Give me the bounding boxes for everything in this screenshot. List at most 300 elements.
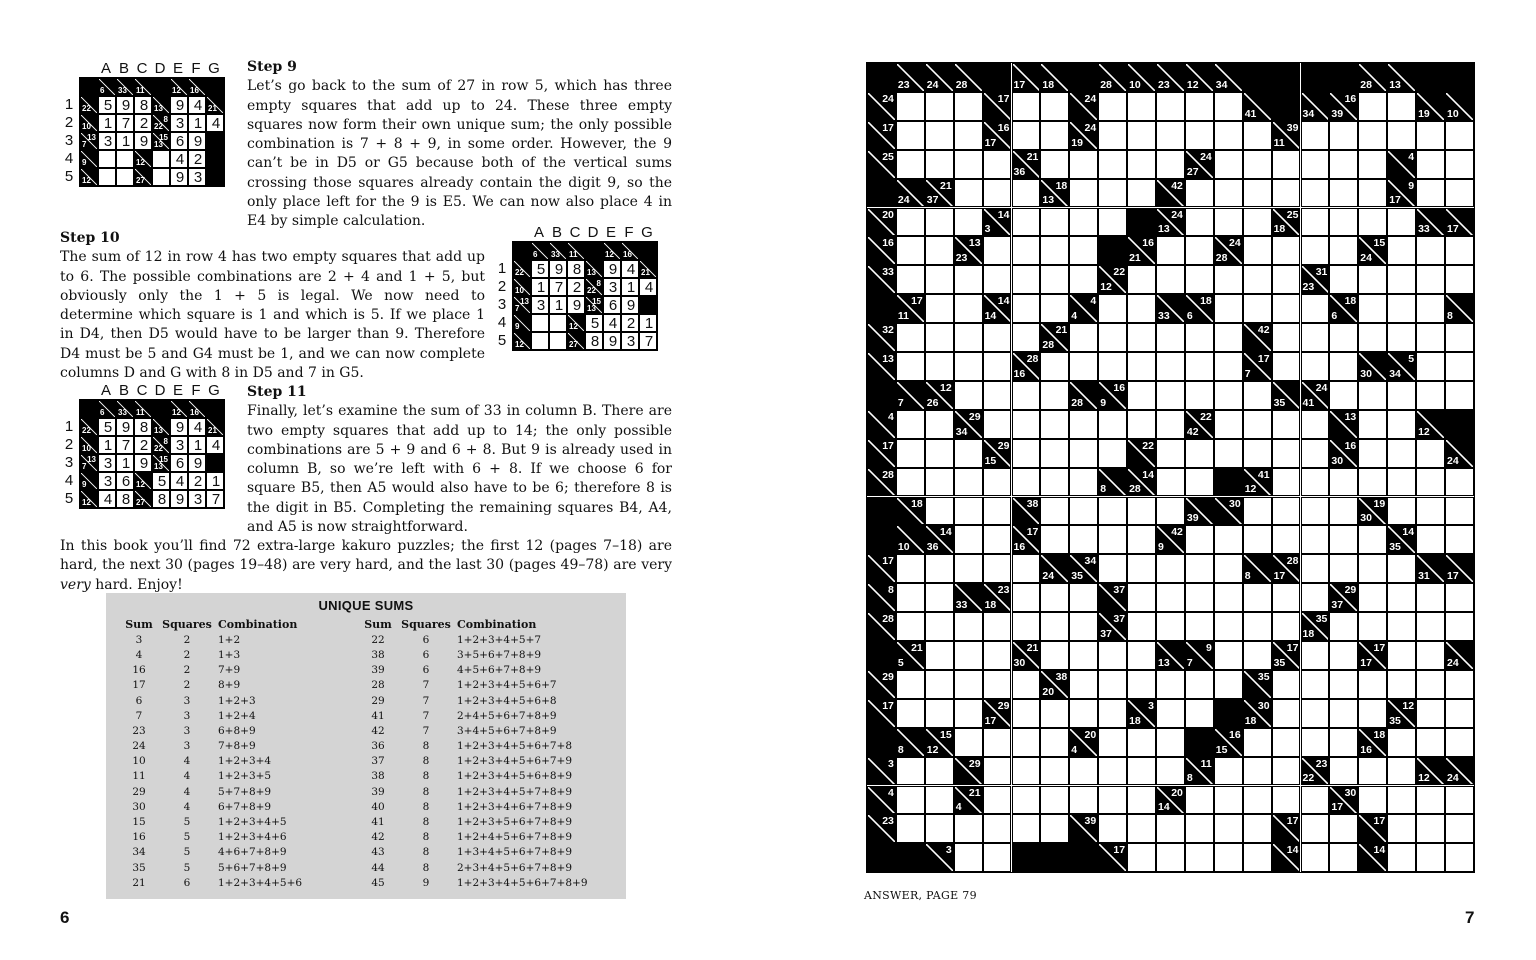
empty-cell[interactable] — [1127, 294, 1156, 323]
empty-cell[interactable] — [1214, 265, 1243, 294]
empty-cell[interactable] — [1243, 294, 1272, 323]
empty-cell[interactable] — [1040, 150, 1069, 179]
empty-cell[interactable] — [1012, 786, 1041, 815]
empty-cell[interactable] — [1156, 554, 1185, 583]
empty-cell[interactable] — [1272, 323, 1301, 352]
empty-cell[interactable] — [1243, 843, 1272, 872]
empty-cell[interactable] — [1272, 265, 1301, 294]
empty-cell[interactable] — [1387, 381, 1416, 410]
empty-cell[interactable] — [1329, 265, 1358, 294]
empty-cell[interactable] — [1098, 439, 1127, 468]
empty-cell[interactable] — [1214, 294, 1243, 323]
empty-cell[interactable] — [1012, 439, 1041, 468]
empty-cell[interactable] — [1416, 294, 1445, 323]
empty-cell[interactable] — [1272, 352, 1301, 381]
empty-cell[interactable] — [1012, 323, 1041, 352]
empty-cell[interactable] — [925, 814, 954, 843]
empty-cell[interactable] — [1416, 670, 1445, 699]
empty-cell[interactable] — [1445, 121, 1474, 150]
empty-cell[interactable] — [1127, 265, 1156, 294]
empty-cell[interactable] — [1358, 410, 1387, 439]
empty-cell[interactable] — [983, 381, 1012, 410]
empty-cell[interactable] — [1358, 670, 1387, 699]
empty-cell[interactable] — [1214, 121, 1243, 150]
empty-cell[interactable] — [1387, 843, 1416, 872]
empty-cell[interactable] — [896, 468, 925, 497]
empty-cell[interactable] — [983, 786, 1012, 815]
empty-cell[interactable] — [954, 670, 983, 699]
empty-cell[interactable] — [1329, 323, 1358, 352]
empty-cell[interactable] — [1127, 150, 1156, 179]
empty-cell[interactable] — [1445, 150, 1474, 179]
empty-cell[interactable] — [1156, 670, 1185, 699]
empty-cell[interactable] — [1329, 670, 1358, 699]
empty-cell[interactable] — [1185, 92, 1214, 121]
empty-cell[interactable] — [1156, 150, 1185, 179]
empty-cell[interactable] — [954, 439, 983, 468]
empty-cell[interactable] — [1301, 699, 1330, 728]
empty-cell[interactable] — [1214, 641, 1243, 670]
empty-cell[interactable] — [1127, 410, 1156, 439]
empty-cell[interactable] — [1329, 612, 1358, 641]
empty-cell[interactable] — [896, 699, 925, 728]
empty-cell[interactable] — [983, 843, 1012, 872]
empty-cell[interactable] — [1127, 641, 1156, 670]
empty-cell[interactable] — [1040, 728, 1069, 757]
empty-cell[interactable] — [1416, 843, 1445, 872]
empty-cell[interactable] — [983, 468, 1012, 497]
empty-cell[interactable] — [1301, 439, 1330, 468]
empty-cell[interactable] — [1272, 525, 1301, 554]
empty-cell[interactable] — [1185, 612, 1214, 641]
empty-cell[interactable] — [896, 410, 925, 439]
empty-cell[interactable] — [1040, 410, 1069, 439]
empty-cell[interactable] — [1445, 786, 1474, 815]
empty-cell[interactable] — [1098, 525, 1127, 554]
empty-cell[interactable] — [1358, 208, 1387, 237]
empty-cell[interactable] — [1272, 670, 1301, 699]
empty-cell[interactable] — [1387, 323, 1416, 352]
empty-cell[interactable] — [1040, 121, 1069, 150]
empty-cell[interactable] — [1214, 525, 1243, 554]
empty-cell[interactable] — [896, 814, 925, 843]
empty-cell[interactable] — [1358, 757, 1387, 786]
empty-cell[interactable] — [1243, 236, 1272, 265]
empty-cell[interactable] — [1156, 757, 1185, 786]
empty-cell[interactable] — [1098, 294, 1127, 323]
empty-cell[interactable] — [1243, 757, 1272, 786]
empty-cell[interactable] — [954, 294, 983, 323]
empty-cell[interactable] — [1012, 381, 1041, 410]
empty-cell[interactable] — [1301, 323, 1330, 352]
empty-cell[interactable] — [1185, 583, 1214, 612]
empty-cell[interactable] — [896, 265, 925, 294]
empty-cell[interactable] — [1214, 208, 1243, 237]
empty-cell[interactable] — [1387, 121, 1416, 150]
empty-cell[interactable] — [925, 468, 954, 497]
empty-cell[interactable] — [983, 410, 1012, 439]
empty-cell[interactable] — [925, 641, 954, 670]
empty-cell[interactable] — [1416, 265, 1445, 294]
empty-cell[interactable] — [1329, 641, 1358, 670]
empty-cell[interactable] — [1185, 236, 1214, 265]
empty-cell[interactable] — [1185, 352, 1214, 381]
empty-cell[interactable] — [1156, 699, 1185, 728]
empty-cell[interactable] — [925, 294, 954, 323]
empty-cell[interactable] — [1301, 179, 1330, 208]
empty-cell[interactable] — [1272, 179, 1301, 208]
empty-cell[interactable] — [1416, 786, 1445, 815]
empty-cell[interactable] — [1301, 641, 1330, 670]
empty-cell[interactable] — [954, 121, 983, 150]
empty-cell[interactable] — [1358, 150, 1387, 179]
empty-cell[interactable] — [954, 208, 983, 237]
empty-cell[interactable] — [1012, 814, 1041, 843]
empty-cell[interactable] — [983, 757, 1012, 786]
empty-cell[interactable] — [1098, 757, 1127, 786]
empty-cell[interactable] — [1012, 294, 1041, 323]
empty-cell[interactable] — [1329, 728, 1358, 757]
empty-cell[interactable] — [1069, 208, 1098, 237]
empty-cell[interactable] — [1185, 179, 1214, 208]
empty-cell[interactable] — [1185, 381, 1214, 410]
empty-cell[interactable] — [1098, 410, 1127, 439]
empty-cell[interactable] — [1040, 92, 1069, 121]
empty-cell[interactable] — [954, 468, 983, 497]
empty-cell[interactable] — [925, 410, 954, 439]
empty-cell[interactable] — [896, 786, 925, 815]
empty-cell[interactable] — [1127, 121, 1156, 150]
empty-cell[interactable] — [1127, 612, 1156, 641]
empty-cell[interactable] — [1445, 699, 1474, 728]
empty-cell[interactable] — [1098, 641, 1127, 670]
empty-cell[interactable] — [1214, 150, 1243, 179]
empty-cell[interactable] — [1185, 468, 1214, 497]
empty-cell[interactable] — [954, 150, 983, 179]
empty-cell[interactable] — [983, 814, 1012, 843]
empty-cell[interactable] — [983, 612, 1012, 641]
empty-cell[interactable] — [1445, 814, 1474, 843]
empty-cell[interactable] — [1156, 236, 1185, 265]
empty-cell[interactable] — [1387, 236, 1416, 265]
empty-cell[interactable] — [1012, 554, 1041, 583]
empty-cell[interactable] — [1127, 92, 1156, 121]
empty-cell[interactable] — [1329, 843, 1358, 872]
empty-cell[interactable] — [1445, 381, 1474, 410]
empty-cell[interactable] — [1069, 179, 1098, 208]
empty-cell[interactable] — [1301, 583, 1330, 612]
empty-cell[interactable] — [954, 497, 983, 526]
empty-cell[interactable] — [1214, 554, 1243, 583]
empty-cell[interactable] — [925, 612, 954, 641]
empty-cell[interactable] — [896, 92, 925, 121]
empty-cell[interactable] — [1387, 265, 1416, 294]
empty-cell[interactable] — [954, 612, 983, 641]
empty-cell[interactable] — [1012, 468, 1041, 497]
empty-cell[interactable] — [954, 554, 983, 583]
empty-cell[interactable] — [925, 554, 954, 583]
empty-cell[interactable] — [896, 554, 925, 583]
empty-cell[interactable] — [1445, 583, 1474, 612]
empty-cell[interactable] — [1040, 352, 1069, 381]
empty-cell[interactable] — [1329, 699, 1358, 728]
empty-cell[interactable] — [1156, 92, 1185, 121]
empty-cell[interactable] — [1387, 294, 1416, 323]
empty-cell[interactable] — [1127, 381, 1156, 410]
empty-cell[interactable] — [1387, 583, 1416, 612]
empty-cell[interactable] — [1358, 786, 1387, 815]
empty-cell[interactable] — [1185, 439, 1214, 468]
empty-cell[interactable] — [1040, 525, 1069, 554]
empty-cell[interactable] — [1012, 92, 1041, 121]
empty-cell[interactable] — [1069, 150, 1098, 179]
empty-cell[interactable] — [954, 92, 983, 121]
empty-cell[interactable] — [1214, 612, 1243, 641]
empty-cell[interactable] — [1416, 439, 1445, 468]
empty-cell[interactable] — [1243, 583, 1272, 612]
empty-cell[interactable] — [1329, 208, 1358, 237]
empty-cell[interactable] — [925, 670, 954, 699]
empty-cell[interactable] — [1069, 497, 1098, 526]
empty-cell[interactable] — [1301, 786, 1330, 815]
empty-cell[interactable] — [1329, 497, 1358, 526]
empty-cell[interactable] — [1416, 525, 1445, 554]
empty-cell[interactable] — [1069, 439, 1098, 468]
empty-cell[interactable] — [1069, 786, 1098, 815]
empty-cell[interactable] — [954, 641, 983, 670]
empty-cell[interactable] — [925, 265, 954, 294]
empty-cell[interactable] — [1185, 265, 1214, 294]
empty-cell[interactable] — [925, 323, 954, 352]
empty-cell[interactable] — [1127, 814, 1156, 843]
empty-cell[interactable] — [1416, 352, 1445, 381]
empty-cell[interactable] — [1272, 294, 1301, 323]
empty-cell[interactable] — [1098, 150, 1127, 179]
empty-cell[interactable] — [1329, 381, 1358, 410]
empty-cell[interactable] — [925, 352, 954, 381]
empty-cell[interactable] — [1243, 179, 1272, 208]
empty-cell[interactable] — [1156, 323, 1185, 352]
empty-cell[interactable] — [925, 786, 954, 815]
empty-cell[interactable] — [1243, 410, 1272, 439]
empty-cell[interactable] — [1127, 179, 1156, 208]
empty-cell[interactable] — [1098, 352, 1127, 381]
empty-cell[interactable] — [1069, 323, 1098, 352]
empty-cell[interactable] — [1098, 121, 1127, 150]
empty-cell[interactable] — [1272, 497, 1301, 526]
empty-cell[interactable] — [1301, 208, 1330, 237]
empty-cell[interactable] — [1127, 757, 1156, 786]
empty-cell[interactable] — [1185, 699, 1214, 728]
empty-cell[interactable] — [1185, 843, 1214, 872]
empty-cell[interactable] — [1214, 583, 1243, 612]
empty-cell[interactable] — [1040, 468, 1069, 497]
empty-cell[interactable] — [1243, 150, 1272, 179]
empty-cell[interactable] — [954, 814, 983, 843]
empty-cell[interactable] — [983, 497, 1012, 526]
empty-cell[interactable] — [1012, 265, 1041, 294]
empty-cell[interactable] — [925, 236, 954, 265]
empty-cell[interactable] — [1012, 410, 1041, 439]
empty-cell[interactable] — [896, 439, 925, 468]
empty-cell[interactable] — [1445, 525, 1474, 554]
empty-cell[interactable] — [1040, 265, 1069, 294]
empty-cell[interactable] — [1156, 843, 1185, 872]
empty-cell[interactable] — [1127, 843, 1156, 872]
empty-cell[interactable] — [1243, 265, 1272, 294]
empty-cell[interactable] — [1156, 381, 1185, 410]
empty-cell[interactable] — [983, 179, 1012, 208]
empty-cell[interactable] — [896, 323, 925, 352]
empty-cell[interactable] — [1301, 525, 1330, 554]
empty-cell[interactable] — [896, 236, 925, 265]
empty-cell[interactable] — [983, 728, 1012, 757]
empty-cell[interactable] — [1012, 757, 1041, 786]
empty-cell[interactable] — [925, 150, 954, 179]
empty-cell[interactable] — [954, 179, 983, 208]
empty-cell[interactable] — [896, 352, 925, 381]
empty-cell[interactable] — [1387, 612, 1416, 641]
empty-cell[interactable] — [1185, 121, 1214, 150]
empty-cell[interactable] — [1243, 381, 1272, 410]
empty-cell[interactable] — [1214, 92, 1243, 121]
empty-cell[interactable] — [1069, 699, 1098, 728]
empty-cell[interactable] — [1069, 612, 1098, 641]
empty-cell[interactable] — [1272, 786, 1301, 815]
empty-cell[interactable] — [1156, 468, 1185, 497]
empty-cell[interactable] — [1358, 323, 1387, 352]
empty-cell[interactable] — [1387, 410, 1416, 439]
empty-cell[interactable] — [1445, 843, 1474, 872]
empty-cell[interactable] — [1127, 323, 1156, 352]
empty-cell[interactable] — [954, 352, 983, 381]
empty-cell[interactable] — [1301, 150, 1330, 179]
empty-cell[interactable] — [954, 265, 983, 294]
empty-cell[interactable] — [1214, 179, 1243, 208]
empty-cell[interactable] — [983, 554, 1012, 583]
empty-cell[interactable] — [1243, 525, 1272, 554]
empty-cell[interactable] — [1329, 814, 1358, 843]
empty-cell[interactable] — [1185, 525, 1214, 554]
empty-cell[interactable] — [954, 323, 983, 352]
empty-cell[interactable] — [896, 150, 925, 179]
empty-cell[interactable] — [1243, 728, 1272, 757]
empty-cell[interactable] — [1301, 670, 1330, 699]
empty-cell[interactable] — [1358, 583, 1387, 612]
empty-cell[interactable] — [1301, 468, 1330, 497]
empty-cell[interactable] — [1127, 554, 1156, 583]
empty-cell[interactable] — [1069, 583, 1098, 612]
empty-cell[interactable] — [1214, 381, 1243, 410]
empty-cell[interactable] — [896, 612, 925, 641]
empty-cell[interactable] — [1243, 439, 1272, 468]
empty-cell[interactable] — [1185, 786, 1214, 815]
empty-cell[interactable] — [954, 843, 983, 872]
empty-cell[interactable] — [1156, 612, 1185, 641]
empty-cell[interactable] — [1127, 583, 1156, 612]
empty-cell[interactable] — [1127, 670, 1156, 699]
empty-cell[interactable] — [1416, 814, 1445, 843]
empty-cell[interactable] — [1416, 468, 1445, 497]
empty-cell[interactable] — [1329, 554, 1358, 583]
empty-cell[interactable] — [1243, 814, 1272, 843]
empty-cell[interactable] — [1012, 612, 1041, 641]
empty-cell[interactable] — [1098, 323, 1127, 352]
empty-cell[interactable] — [983, 323, 1012, 352]
empty-cell[interactable] — [1185, 208, 1214, 237]
empty-cell[interactable] — [1301, 728, 1330, 757]
empty-cell[interactable] — [1301, 294, 1330, 323]
empty-cell[interactable] — [1098, 699, 1127, 728]
empty-cell[interactable] — [1243, 208, 1272, 237]
empty-cell[interactable] — [1445, 728, 1474, 757]
empty-cell[interactable] — [1358, 179, 1387, 208]
empty-cell[interactable] — [1243, 641, 1272, 670]
empty-cell[interactable] — [1098, 92, 1127, 121]
empty-cell[interactable] — [1040, 786, 1069, 815]
empty-cell[interactable] — [925, 121, 954, 150]
empty-cell[interactable] — [954, 525, 983, 554]
empty-cell[interactable] — [1301, 554, 1330, 583]
empty-cell[interactable] — [1301, 843, 1330, 872]
empty-cell[interactable] — [1127, 728, 1156, 757]
empty-cell[interactable] — [925, 583, 954, 612]
empty-cell[interactable] — [1098, 554, 1127, 583]
empty-cell[interactable] — [1387, 786, 1416, 815]
empty-cell[interactable] — [1416, 583, 1445, 612]
empty-cell[interactable] — [1069, 670, 1098, 699]
empty-cell[interactable] — [1329, 468, 1358, 497]
empty-cell[interactable] — [1098, 497, 1127, 526]
empty-cell[interactable] — [1416, 381, 1445, 410]
empty-cell[interactable] — [1358, 554, 1387, 583]
empty-cell[interactable] — [925, 92, 954, 121]
empty-cell[interactable] — [1445, 497, 1474, 526]
empty-cell[interactable] — [1012, 208, 1041, 237]
empty-cell[interactable] — [1358, 92, 1387, 121]
empty-cell[interactable] — [1358, 439, 1387, 468]
empty-cell[interactable] — [1156, 265, 1185, 294]
empty-cell[interactable] — [954, 699, 983, 728]
empty-cell[interactable] — [1272, 757, 1301, 786]
empty-cell[interactable] — [1214, 757, 1243, 786]
empty-cell[interactable] — [1387, 497, 1416, 526]
empty-cell[interactable] — [1329, 236, 1358, 265]
empty-cell[interactable] — [1272, 236, 1301, 265]
empty-cell[interactable] — [1329, 179, 1358, 208]
empty-cell[interactable] — [1012, 179, 1041, 208]
empty-cell[interactable] — [1358, 121, 1387, 150]
empty-cell[interactable] — [1185, 554, 1214, 583]
empty-cell[interactable] — [1329, 525, 1358, 554]
empty-cell[interactable] — [1127, 525, 1156, 554]
empty-cell[interactable] — [954, 381, 983, 410]
empty-cell[interactable] — [983, 525, 1012, 554]
empty-cell[interactable] — [1272, 728, 1301, 757]
empty-cell[interactable] — [1272, 612, 1301, 641]
empty-cell[interactable] — [1069, 236, 1098, 265]
empty-cell[interactable] — [1214, 439, 1243, 468]
empty-cell[interactable] — [983, 670, 1012, 699]
empty-cell[interactable] — [1214, 843, 1243, 872]
empty-cell[interactable] — [1012, 670, 1041, 699]
empty-cell[interactable] — [1012, 236, 1041, 265]
empty-cell[interactable] — [1243, 786, 1272, 815]
empty-cell[interactable] — [1358, 612, 1387, 641]
empty-cell[interactable] — [1387, 439, 1416, 468]
empty-cell[interactable] — [983, 352, 1012, 381]
empty-cell[interactable] — [1040, 814, 1069, 843]
